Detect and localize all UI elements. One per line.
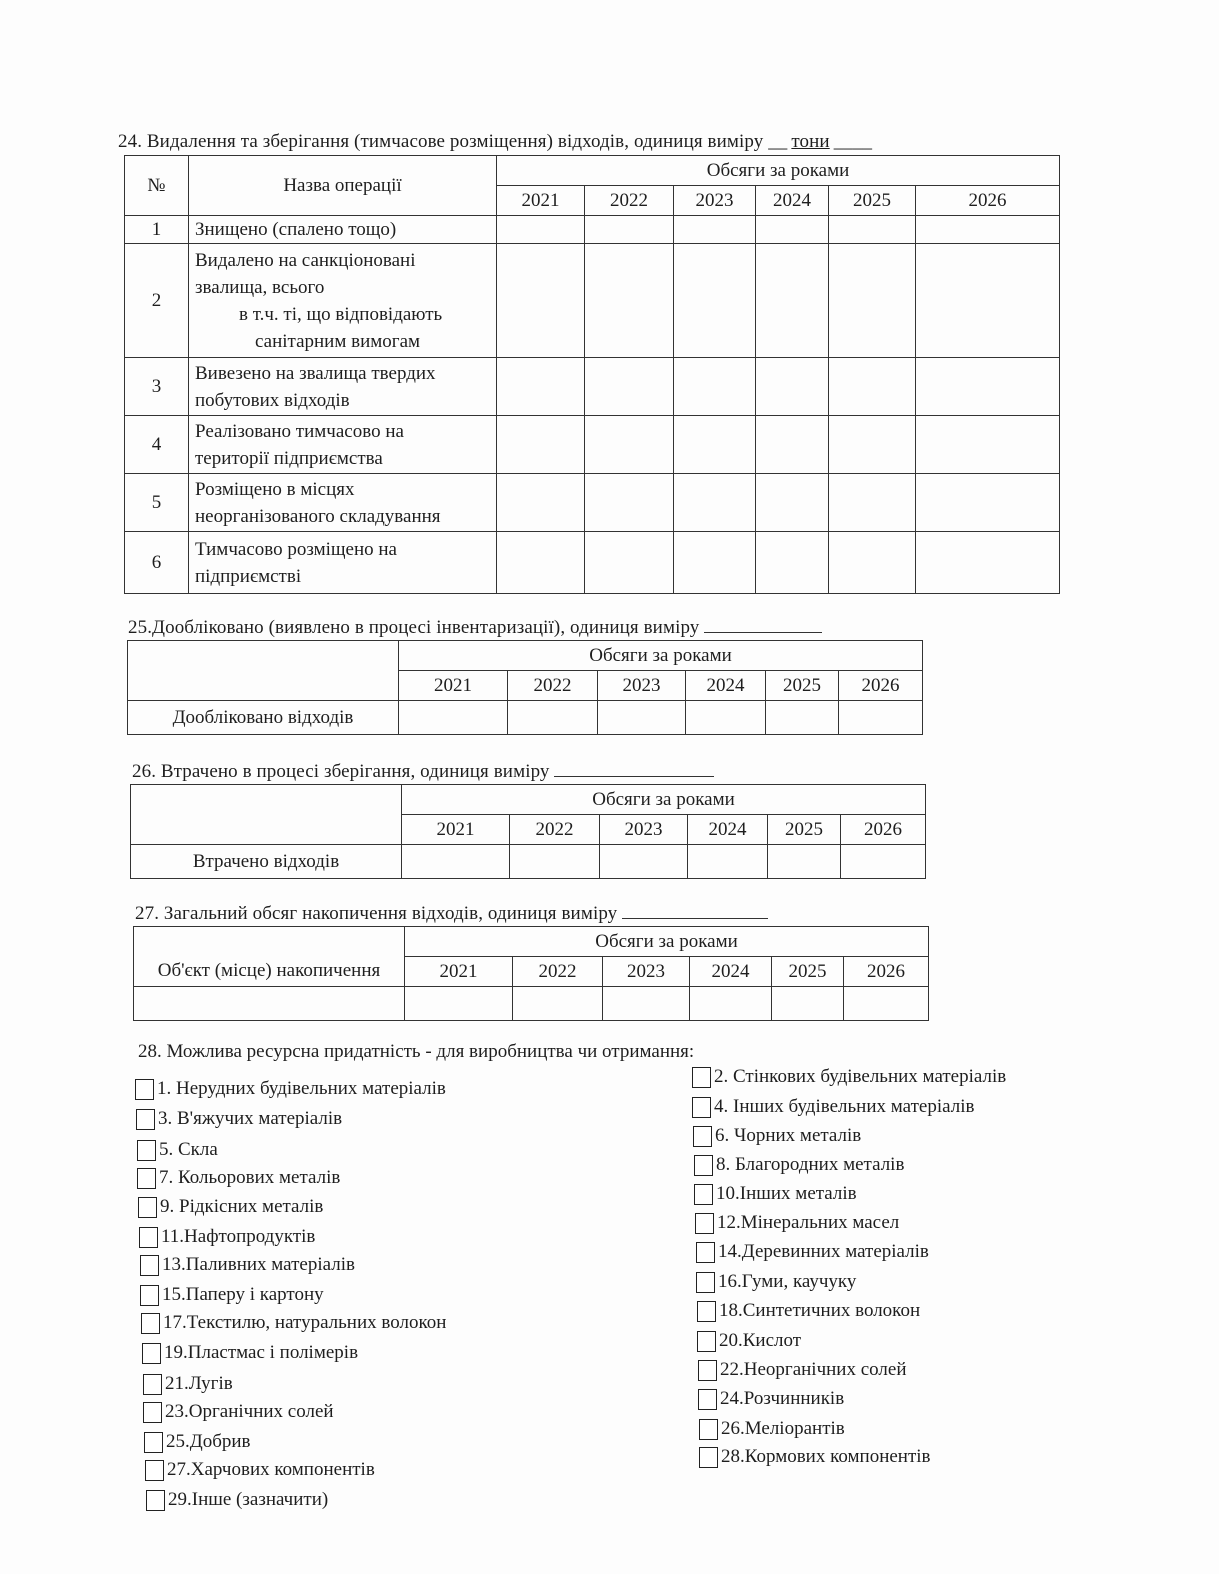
checkbox-item[interactable] [699,1446,931,1468]
row-number: 2 [125,244,189,358]
checkbox[interactable] [143,1374,162,1395]
row-operation [189,244,497,358]
checkbox[interactable] [139,1227,158,1248]
header-year: 2023 [674,186,756,216]
value-cell-2021[interactable] [497,532,585,594]
checkbox-item[interactable] [697,1330,801,1352]
value-cell-2022[interactable] [510,845,600,879]
value-cell-2021[interactable] [497,216,585,244]
value-cell-2023[interactable] [674,532,756,594]
checkbox-label: 21.Лугів [165,1373,233,1394]
value-cell-2026[interactable] [844,987,929,1021]
value-cell-2025[interactable] [768,845,841,879]
header-year: 2021 [402,815,510,845]
checkbox-label: 20.Кислот [719,1330,802,1351]
value-cell-2026[interactable] [916,244,1060,358]
value-cell-2021[interactable] [497,244,585,358]
checkbox-label: 16.Гуми, каучуку [718,1271,857,1292]
value-cell-2024[interactable] [688,845,768,879]
header-year: 2025 [829,186,916,216]
checkbox-item[interactable] [140,1284,324,1306]
section-27-table [133,926,929,1021]
header-year: 2025 [772,957,844,987]
row-operation [189,416,497,474]
storage-object-cell[interactable] [134,987,405,1021]
header-operation: Назва операції [189,156,497,216]
operation-line: Знищено (спалено тощо) [195,219,397,240]
operation-line: санітарним вимогам [255,330,421,352]
operation-line: Розміщено в місцях [195,478,355,500]
header-volumes: Обсяги за роками [497,156,1060,186]
header-year: 2021 [497,186,585,216]
value-cell-2022[interactable] [585,244,674,358]
checkbox-label: 12.Мінеральних масел [717,1212,900,1233]
operation-line: Видалено на санкціоновані [195,249,416,271]
value-cell-2023[interactable] [674,474,756,532]
checkbox[interactable] [698,1360,717,1381]
table-row [125,474,1060,532]
checkbox-label: 25.Добрив [166,1431,251,1452]
checkbox-label: 5. Скла [159,1139,218,1160]
value-cell-2026[interactable] [916,532,1060,594]
section-24-title-text: 24. Видалення та зберігання (тимчасове розміщення) відходів, одиниця виміру [118,131,764,152]
header-year: 2022 [508,671,598,701]
checkbox[interactable] [694,1184,713,1205]
header-year: 2022 [513,957,603,987]
checkbox[interactable] [693,1126,712,1147]
checkbox-label: 13.Паливних матеріалів [162,1254,355,1275]
section-24-table [124,155,1060,594]
header-year: 2026 [916,186,1060,216]
checkbox-item[interactable] [692,1096,974,1118]
checkbox-label: 19.Пластмас і полімерів [164,1342,359,1363]
checkbox-label: 24.Розчинників [720,1388,845,1409]
header-year: 2023 [603,957,690,987]
value-cell-2024[interactable] [756,416,829,474]
checkbox-label: 7. Кольорових металів [159,1167,341,1188]
operation-line: Реалізовано тимчасово на [195,420,404,442]
value-cell-2024[interactable] [756,216,829,244]
checkbox[interactable] [699,1447,718,1468]
operation-line: підприємстві [195,565,302,587]
header-year: 2023 [598,671,686,701]
checkbox[interactable] [135,1079,154,1100]
header-empty [128,641,399,701]
row-label: Дообліковано відходів [128,701,399,735]
checkbox[interactable] [137,1168,156,1189]
operation-line: Вивезено на звалища твердих [195,362,436,384]
checkbox-item[interactable] [136,1108,342,1130]
unit-prefix: __ [768,131,788,152]
checkbox[interactable] [144,1432,163,1453]
value-cell-2022[interactable] [508,701,598,735]
section-24-unit[interactable]: тони [791,131,830,152]
value-cell-2022[interactable] [585,216,674,244]
checkbox[interactable] [141,1313,160,1334]
table-row [125,216,1060,244]
checkbox[interactable] [138,1197,157,1218]
header-volumes: Обсяги за роками [402,785,926,815]
checkbox-item[interactable] [698,1388,844,1410]
value-cell-2026[interactable] [839,701,923,735]
value-cell-2022[interactable] [585,358,674,416]
row-number: 6 [125,532,189,594]
checkbox[interactable] [696,1272,715,1293]
operation-line: Тимчасово розміщено на [195,538,397,560]
checkbox-label: 8. Благородних металів [716,1154,905,1175]
operation-line: звалища, всього [195,276,325,298]
checkbox[interactable] [697,1331,716,1352]
checkbox-label: 29.Інше (зазначити) [168,1489,329,1510]
value-cell-2021[interactable] [497,474,585,532]
header-year: 2024 [690,957,772,987]
checkbox[interactable] [692,1067,711,1088]
section-25-unit-field[interactable] [704,616,822,633]
checkbox-label: 3. В'яжучих матеріалів [158,1108,343,1129]
checkbox-label: 27.Харчових компонентів [167,1459,375,1480]
value-cell-2024[interactable] [756,358,829,416]
header-year: 2021 [405,957,513,987]
checkbox[interactable] [699,1419,718,1440]
checkbox-label: 2. Стінкових будівельних матеріалів [714,1066,1007,1087]
table-row [125,532,1060,594]
checkbox-label: 9. Рідкісних металів [160,1196,324,1217]
value-cell-2023[interactable] [598,701,686,735]
checkbox-item[interactable] [693,1125,861,1147]
checkbox-item[interactable] [146,1489,328,1511]
header-volumes: Обсяги за роками [405,927,929,957]
row-number: 5 [125,474,189,532]
checkbox[interactable] [697,1301,716,1322]
section-27-title [135,902,768,925]
value-cell-2025[interactable] [829,416,916,474]
checkbox-item[interactable] [699,1418,845,1440]
checkbox[interactable] [142,1343,161,1364]
checkbox-item[interactable] [694,1154,904,1176]
value-cell-2025[interactable] [766,701,839,735]
value-cell-2024[interactable] [756,532,829,594]
header-year: 2024 [686,671,766,701]
unit-suffix: ____ [833,131,873,152]
value-cell-2025[interactable] [829,532,916,594]
checkbox[interactable] [694,1155,713,1176]
value-cell-2022[interactable] [585,474,674,532]
value-cell-2025[interactable] [829,244,916,358]
checkbox-item[interactable] [143,1373,233,1395]
checkbox-item[interactable] [135,1078,446,1100]
header-storage-object: Об'єкт (місце) накопичення [134,927,405,987]
header-year: 2026 [839,671,923,701]
row-operation [189,358,497,416]
value-cell-2023[interactable] [674,244,756,358]
checkbox-label: 4. Інших будівельних матеріалів [714,1096,975,1117]
table-row [125,244,1060,358]
value-cell-2026[interactable] [916,358,1060,416]
checkbox-item[interactable] [140,1254,355,1276]
checkbox-item[interactable] [142,1342,358,1364]
checkbox[interactable] [692,1097,711,1118]
operation-line: неорганізованого складування [195,505,441,527]
checkbox-item[interactable] [698,1359,906,1381]
checkbox[interactable] [698,1389,717,1410]
value-cell-2026[interactable] [916,474,1060,532]
checkbox-item[interactable] [137,1139,218,1161]
value-cell-2021[interactable] [402,845,510,879]
header-year: 2025 [766,671,839,701]
checkbox-item[interactable] [143,1401,334,1423]
checkbox-item[interactable] [141,1312,446,1334]
header-year: 2022 [585,186,674,216]
checkbox-label: 6. Чорних металів [715,1125,862,1146]
value-cell-2026[interactable] [916,216,1060,244]
section-27-unit-field[interactable] [622,902,768,919]
row-operation [189,532,497,594]
section-25-table [127,640,923,735]
value-cell-2022[interactable] [585,416,674,474]
row-number: 3 [125,358,189,416]
checkbox-item[interactable] [139,1226,315,1248]
table-row [128,701,923,735]
row-label: Втрачено відходів [131,845,402,879]
checkbox-label: 14.Деревинних матеріалів [718,1241,929,1262]
value-cell-2025[interactable] [829,358,916,416]
value-cell-2021[interactable] [497,416,585,474]
checkbox-label: 11.Нафтопродуктів [161,1226,316,1247]
checkbox-item[interactable] [137,1167,340,1189]
operation-line: в т.ч. ті, що відповідають [239,303,443,325]
checkbox-label: 18.Синтетичних волокон [719,1300,921,1321]
value-cell-2024[interactable] [690,987,772,1021]
value-cell-2021[interactable] [405,987,513,1021]
checkbox-item[interactable] [692,1066,1006,1088]
section-24-title [118,131,872,153]
header-year: 2024 [688,815,768,845]
value-cell-2023[interactable] [674,416,756,474]
header-year: 2024 [756,186,829,216]
value-cell-2026[interactable] [916,416,1060,474]
checkbox[interactable] [146,1490,165,1511]
checkbox[interactable] [136,1109,155,1130]
checkbox-item[interactable] [696,1271,856,1293]
checkbox-item[interactable] [145,1459,375,1481]
section-26-title [132,760,714,783]
checkbox[interactable] [145,1460,164,1481]
section-26-table [130,784,926,879]
header-year: 2022 [510,815,600,845]
checkbox-label: 17.Текстилю, натуральних волокон [163,1312,447,1333]
value-cell-2025[interactable] [829,216,916,244]
checkbox-label: 22.Неорганічних солей [720,1359,907,1380]
header-year: 2023 [600,815,688,845]
checkbox[interactable] [695,1213,714,1234]
table-row [134,987,929,1021]
value-cell-2021[interactable] [497,358,585,416]
section-25-title-text: 25.Дообліковано (виявлено в процесі інвентаризації), одиниця виміру [128,617,700,638]
section-25-title [128,616,822,639]
table-row [125,358,1060,416]
checkbox[interactable] [140,1255,159,1276]
section-26-unit-field[interactable] [554,760,714,777]
section-27-title-text: 27. Загальний обсяг накопичення відходів, одиниця виміру [135,903,618,924]
value-cell-2024[interactable] [686,701,766,735]
checkbox-item[interactable] [694,1183,857,1205]
checkbox[interactable] [137,1140,156,1161]
section-26-title-text: 26. Втрачено в процесі зберігання, одиниця виміру [132,761,550,782]
value-cell-2026[interactable] [841,845,926,879]
value-cell-2023[interactable] [674,216,756,244]
header-volumes: Обсяги за роками [399,641,923,671]
value-cell-2024[interactable] [756,244,829,358]
checkbox[interactable] [143,1402,162,1423]
table-row [131,845,926,879]
checkbox-item[interactable] [696,1241,929,1263]
checkbox-item[interactable] [138,1196,323,1218]
checkbox-label: 10.Інших металів [716,1183,857,1204]
header-empty [131,785,402,845]
checkbox-label: 1. Нерудних будівельних матеріалів [157,1078,446,1099]
checkbox-item[interactable] [695,1212,899,1234]
value-cell-2023[interactable] [600,845,688,879]
value-cell-2025[interactable] [829,474,916,532]
operation-line: території підприємства [195,447,383,469]
header-year: 2021 [399,671,508,701]
checkbox[interactable] [696,1242,715,1263]
checkbox-item[interactable] [144,1431,251,1453]
header-year: 2026 [841,815,926,845]
checkbox-label: 15.Паперу і картону [162,1284,324,1305]
header-number: № [125,156,189,216]
operation-line: побутових відходів [195,389,350,411]
value-cell-2022[interactable] [513,987,603,1021]
checkbox-label: 26.Меліорантів [721,1418,845,1439]
value-cell-2025[interactable] [772,987,844,1021]
table-row [125,416,1060,474]
checkbox-label: 23.Органічних солей [165,1401,334,1422]
checkbox-label: 28.Кормових компонентів [721,1446,931,1467]
section-28-title: 28. Можлива ресурсна придатність - для виробництва чи отримання: [138,1041,695,1062]
checkbox-item[interactable] [697,1300,920,1322]
value-cell-2023[interactable] [603,987,690,1021]
value-cell-2023[interactable] [674,358,756,416]
header-year: 2026 [844,957,929,987]
row-operation [189,474,497,532]
row-operation [189,216,497,244]
checkbox[interactable] [140,1285,159,1306]
value-cell-2021[interactable] [399,701,508,735]
header-year: 2025 [768,815,841,845]
row-number: 1 [125,216,189,244]
row-number: 4 [125,416,189,474]
value-cell-2022[interactable] [585,532,674,594]
value-cell-2024[interactable] [756,474,829,532]
